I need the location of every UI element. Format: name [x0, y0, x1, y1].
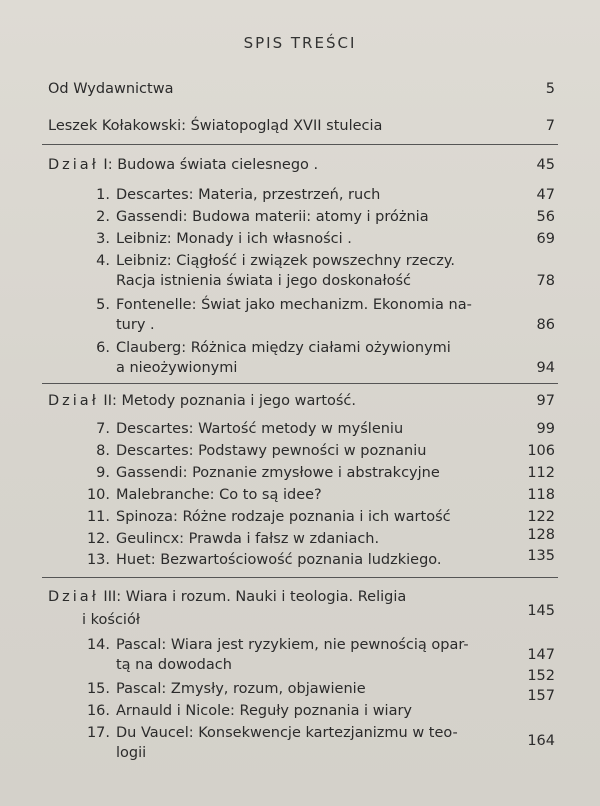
toc-page-number: 157	[527, 688, 555, 704]
item-title: Malebranche: Co to są idee?	[116, 487, 322, 503]
item-number: 7.	[96, 421, 110, 437]
section-label: Dział	[48, 157, 99, 173]
section-heading-1	[48, 156, 318, 174]
toc-page-number: 122	[527, 509, 555, 525]
item-number: 2.	[96, 209, 110, 225]
item-number: 9.	[96, 465, 110, 481]
item-number: 6.	[96, 340, 110, 356]
item-number: 4.	[96, 253, 110, 269]
toc-entry-foreword: Od Wydawnictwa	[48, 81, 174, 97]
item-title: Descartes: Podstawy pewności w poznaniu	[116, 443, 427, 459]
toc-page-number: 128	[527, 527, 555, 543]
toc-item	[82, 724, 458, 742]
item-number: 1.	[96, 187, 110, 203]
toc-page-number: 47	[536, 187, 555, 203]
item-title: Gassendi: Budowa materii: atomy i próżnia	[116, 209, 429, 225]
toc-page-number: 112	[527, 465, 555, 481]
toc-item	[82, 464, 440, 482]
toc-page-number: 7	[545, 118, 555, 134]
section-heading-2	[48, 392, 356, 410]
section-heading-3	[48, 588, 406, 606]
section-label: Dział	[48, 393, 99, 409]
item-title: Leibniz: Ciągłość i związek powszechny rzeczy.	[116, 253, 455, 269]
toc-page-number: 145	[527, 603, 555, 619]
item-number: 14.	[86, 637, 110, 653]
toc-item	[82, 551, 442, 569]
toc-item	[82, 636, 469, 654]
toc-item	[82, 339, 451, 357]
item-number: 5.	[96, 297, 110, 313]
item-title: Fontenelle: Świat jako mechanizm. Ekonomia na-	[116, 297, 472, 313]
toc-page-number: 45	[536, 157, 555, 173]
item-number: 10.	[86, 487, 110, 503]
section-title: Metody poznania i jego wartość.	[121, 393, 357, 409]
toc-page-number: 69	[536, 231, 555, 247]
toc-page-number: 94	[536, 360, 555, 376]
item-title: Descartes: Materia, przestrzeń, ruch	[116, 187, 381, 203]
item-title: Geulincx: Prawda i fałsz w zdaniach.	[116, 531, 380, 547]
section-divider	[42, 577, 558, 578]
item-title-continuation: a nieożywionymi	[116, 360, 238, 376]
item-number: 12.	[86, 531, 110, 547]
item-title: Pascal: Zmysły, rozum, objawienie	[116, 681, 366, 697]
item-number: 8.	[96, 443, 110, 459]
section-roman: II:	[103, 393, 117, 409]
toc-item	[82, 296, 472, 314]
toc-page-number: 78	[536, 273, 555, 289]
item-title: Huet: Bezwartościowość poznania ludzkiego.	[116, 552, 442, 568]
toc-page-number: 152	[527, 668, 555, 684]
item-title: Spinoza: Różne rodzaje poznania i ich wartość	[116, 509, 451, 525]
toc-page-number: 5	[545, 81, 555, 97]
toc-item	[82, 230, 352, 248]
section-divider	[42, 383, 558, 384]
section-title: Wiara i rozum. Nauki i teologia. Religia	[125, 589, 407, 605]
toc-item	[82, 486, 322, 504]
section-roman: III:	[103, 589, 122, 605]
toc-entry-introduction: Leszek Kołakowski: Światopogląd XVII stulecia	[48, 118, 383, 134]
item-title: Gassendi: Poznanie zmysłowe i abstrakcyjne	[116, 465, 440, 481]
toc-page-number: 147	[527, 647, 555, 663]
toc-page-number: 135	[527, 548, 555, 564]
toc-item	[82, 252, 455, 270]
item-number: 15.	[86, 681, 110, 697]
toc-page-number: 97	[536, 393, 555, 409]
toc-page-number: 164	[527, 733, 555, 749]
page-title: SPIS TREŚCI	[243, 34, 357, 52]
toc-item	[82, 420, 403, 438]
item-title: Descartes: Wartość metody w myśleniu	[116, 421, 404, 437]
item-title-continuation: Racja istnienia świata i jego doskonałość	[116, 273, 412, 289]
toc-item	[82, 702, 412, 720]
toc-item	[82, 442, 426, 460]
item-number: 11.	[86, 509, 110, 525]
item-title-continuation: tą na dowodach	[116, 657, 232, 673]
section-roman: I:	[103, 157, 113, 173]
toc-page-number: 86	[536, 317, 555, 333]
section-title-continuation: i kościół	[82, 612, 140, 628]
item-number: 3.	[96, 231, 110, 247]
item-title: Du Vaucel: Konsekwencje kartezjanizmu w teo-	[116, 725, 458, 741]
item-number: 13.	[86, 552, 110, 568]
item-title: Pascal: Wiara jest ryzykiem, nie pewnością opar-	[116, 637, 469, 653]
toc-item	[82, 186, 380, 204]
item-number: 17.	[86, 725, 110, 741]
toc-page-number: 106	[527, 443, 555, 459]
section-title: Budowa świata cielesnego .	[117, 157, 319, 173]
toc-item	[82, 680, 366, 698]
item-title-continuation: logii	[116, 745, 147, 761]
section-divider	[42, 144, 558, 145]
item-title: Clauberg: Różnica między ciałami ożywionymi	[116, 340, 451, 356]
item-title: Arnauld i Nicole: Reguły poznania i wiary	[116, 703, 413, 719]
toc-item	[82, 508, 451, 526]
section-label: Dział	[48, 589, 99, 605]
item-number: 16.	[86, 703, 110, 719]
toc-item	[82, 208, 429, 226]
toc-page-number: 99	[536, 421, 555, 437]
toc-page-number: 118	[527, 487, 555, 503]
item-title-continuation: tury .	[116, 317, 155, 333]
toc-item	[82, 530, 379, 548]
item-title: Leibniz: Monady i ich własności .	[116, 231, 352, 247]
toc-page-number: 56	[536, 209, 555, 225]
